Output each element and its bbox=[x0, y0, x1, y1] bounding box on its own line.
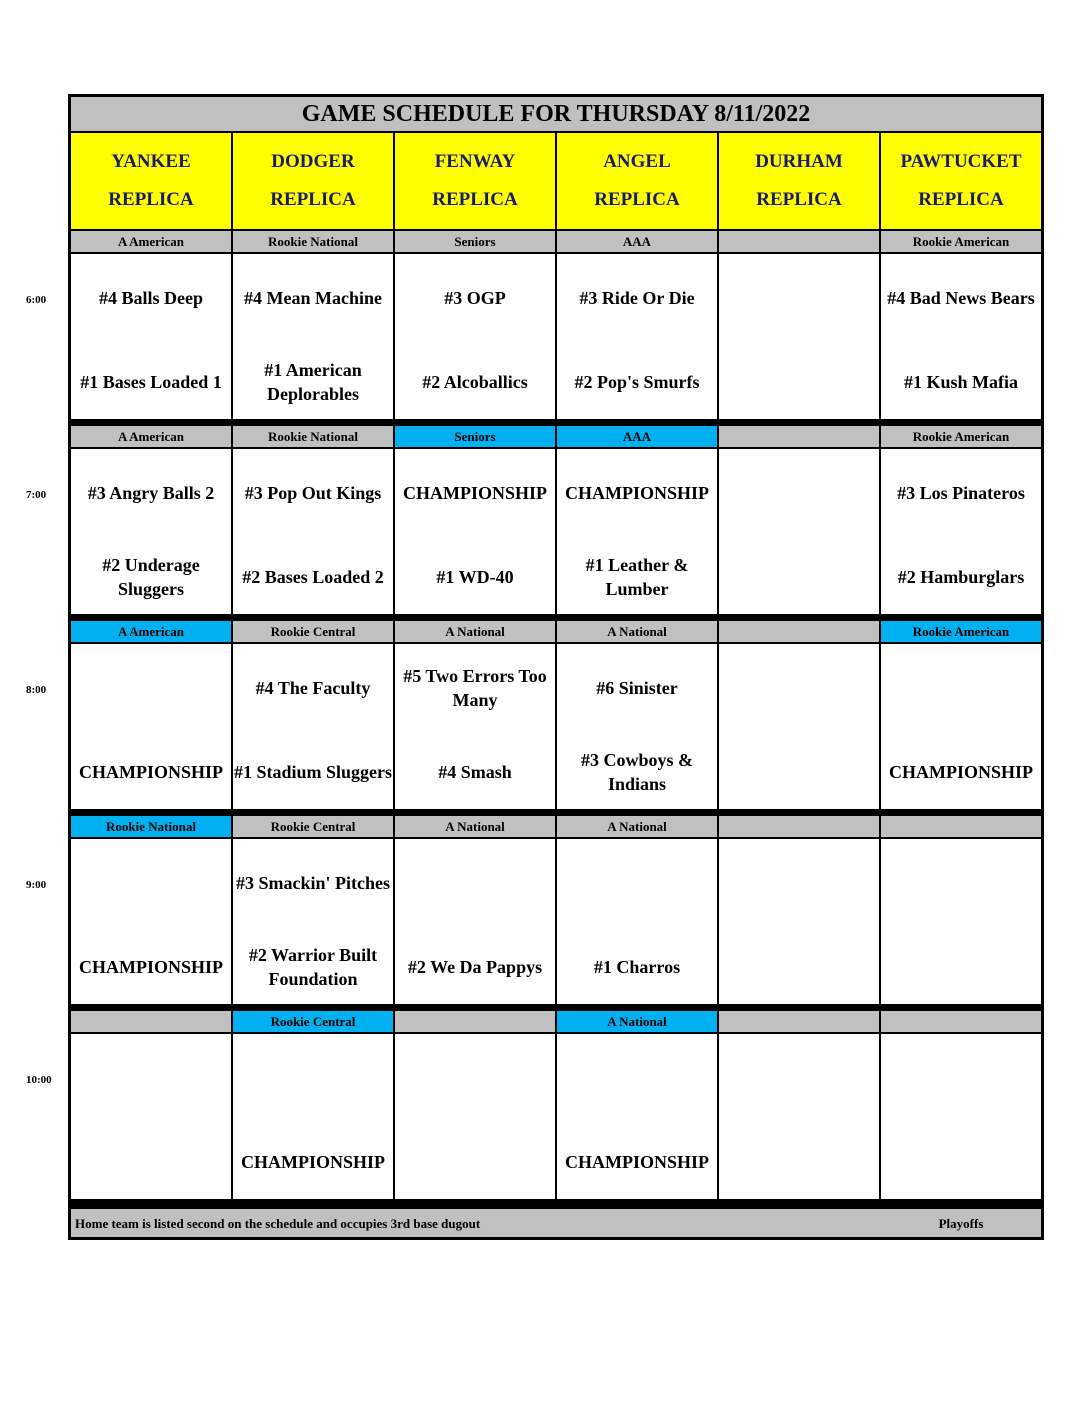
division-label: Rookie Central bbox=[233, 816, 393, 837]
away-team bbox=[719, 855, 879, 911]
venue-header bbox=[71, 133, 231, 229]
division-label bbox=[719, 621, 879, 642]
schedule-table bbox=[68, 94, 1044, 1240]
venue-header bbox=[233, 133, 393, 229]
away-team bbox=[881, 1050, 1041, 1106]
venue-header bbox=[719, 133, 879, 229]
away-team bbox=[881, 660, 1041, 716]
game-cell bbox=[233, 449, 393, 614]
division-label: A American bbox=[71, 621, 231, 642]
time-label: 10:00 bbox=[26, 1074, 52, 1086]
division-label: A American bbox=[71, 231, 231, 252]
venue-name: ANGEL bbox=[603, 151, 671, 172]
home-team bbox=[719, 354, 879, 410]
game-cell bbox=[719, 1034, 879, 1199]
venue-name: PAWTUCKET bbox=[900, 151, 1022, 172]
game-cell bbox=[557, 449, 717, 614]
game-cell bbox=[395, 1034, 555, 1199]
home-team bbox=[395, 1134, 555, 1190]
division-label: AAA bbox=[557, 426, 717, 447]
away-team: #5 Two Errors Too Many bbox=[403, 666, 547, 710]
game-cell bbox=[719, 644, 879, 809]
time-label: 8:00 bbox=[26, 684, 47, 696]
home-team: #2 We Da Pappys bbox=[407, 957, 543, 977]
division-label: Rookie National bbox=[71, 816, 231, 837]
home-team: #2 Hamburglars bbox=[897, 567, 1025, 587]
game-cell bbox=[557, 254, 717, 419]
division-label bbox=[881, 816, 1041, 837]
game-cell bbox=[557, 644, 717, 809]
playoffs-label: Playoffs bbox=[938, 1216, 984, 1231]
venue-subtitle: REPLICA bbox=[918, 189, 1004, 210]
game-cell bbox=[881, 254, 1041, 419]
game-cell bbox=[71, 644, 231, 809]
time-label: 7:00 bbox=[26, 489, 47, 501]
away-team bbox=[395, 1050, 555, 1106]
game-cell bbox=[881, 839, 1041, 1004]
time-label: 9:00 bbox=[26, 879, 47, 891]
home-team: #1 Kush Mafia bbox=[903, 372, 1018, 392]
venue-name: DURHAM bbox=[755, 151, 843, 172]
venue-header bbox=[395, 133, 555, 229]
home-team bbox=[719, 744, 879, 800]
home-team: #3 Cowboys & Indians bbox=[580, 750, 693, 794]
away-team: #6 Sinister bbox=[596, 678, 678, 698]
game-cell bbox=[395, 449, 555, 614]
home-team: #1 Leather & Lumber bbox=[585, 555, 689, 599]
home-team: CHAMPIONSHIP bbox=[79, 957, 223, 977]
game-cell bbox=[395, 839, 555, 1004]
division-label: A National bbox=[395, 621, 555, 642]
division-label: A National bbox=[557, 621, 717, 642]
home-team bbox=[719, 1134, 879, 1190]
away-team: CHAMPIONSHIP bbox=[565, 483, 709, 503]
home-team: CHAMPIONSHIP bbox=[565, 1152, 709, 1172]
home-team: CHAMPIONSHIP bbox=[241, 1152, 385, 1172]
game-cell bbox=[71, 839, 231, 1004]
away-team: #4 Mean Machine bbox=[244, 288, 382, 308]
division-label bbox=[71, 1011, 231, 1032]
game-cell bbox=[395, 644, 555, 809]
venue-subtitle: REPLICA bbox=[432, 189, 518, 210]
away-team: CHAMPIONSHIP bbox=[403, 483, 547, 503]
home-team bbox=[881, 1134, 1041, 1190]
division-label: Rookie American bbox=[881, 231, 1041, 252]
division-label: Rookie American bbox=[881, 621, 1041, 642]
division-label: A American bbox=[71, 426, 231, 447]
division-label bbox=[719, 426, 879, 447]
game-cell bbox=[557, 1034, 717, 1199]
division-label bbox=[719, 231, 879, 252]
division-label: AAA bbox=[557, 231, 717, 252]
home-team-note: Home team is listed second on the schedule and occupies 3rd base dugout bbox=[75, 1216, 481, 1231]
away-team bbox=[719, 465, 879, 521]
division-label: Rookie Central bbox=[233, 1011, 393, 1032]
game-cell bbox=[233, 1034, 393, 1199]
division-label: Seniors bbox=[395, 426, 555, 447]
away-team: #4 The Faculty bbox=[255, 678, 371, 698]
home-team bbox=[71, 1134, 231, 1190]
game-cell bbox=[233, 644, 393, 809]
game-cell bbox=[881, 449, 1041, 614]
home-team: #1 American Deplorables bbox=[264, 360, 362, 404]
home-team bbox=[719, 549, 879, 605]
away-team: #4 Bad News Bears bbox=[887, 288, 1035, 308]
game-cell bbox=[233, 254, 393, 419]
schedule-title: GAME SCHEDULE FOR THURSDAY 8/11/2022 bbox=[71, 97, 1041, 131]
home-team: #2 Pop's Smurfs bbox=[574, 372, 700, 392]
game-cell bbox=[557, 839, 717, 1004]
away-team: #3 Los Pinateros bbox=[897, 483, 1025, 503]
venue-header bbox=[881, 133, 1041, 229]
division-label bbox=[395, 1011, 555, 1032]
home-team bbox=[719, 939, 879, 995]
game-cell bbox=[719, 839, 879, 1004]
game-cell bbox=[233, 839, 393, 1004]
game-cell bbox=[395, 254, 555, 419]
away-team bbox=[719, 1050, 879, 1106]
division-label bbox=[719, 816, 879, 837]
home-team: #1 WD-40 bbox=[436, 567, 514, 587]
division-label: Rookie National bbox=[233, 426, 393, 447]
away-team bbox=[71, 660, 231, 716]
division-label: A National bbox=[395, 816, 555, 837]
away-team: #4 Balls Deep bbox=[98, 288, 203, 308]
away-team bbox=[71, 1050, 231, 1106]
game-cell bbox=[71, 1034, 231, 1199]
division-label: Rookie National bbox=[233, 231, 393, 252]
division-label: Seniors bbox=[395, 231, 555, 252]
game-cell bbox=[71, 449, 231, 614]
venue-name: DODGER bbox=[271, 151, 355, 172]
division-label bbox=[719, 1011, 879, 1032]
division-label bbox=[881, 1011, 1041, 1032]
away-team bbox=[719, 270, 879, 326]
home-team: #4 Smash bbox=[438, 762, 512, 782]
game-cell bbox=[71, 254, 231, 419]
away-team bbox=[557, 1050, 717, 1106]
away-team: #3 Smackin' Pitches bbox=[235, 873, 390, 893]
game-cell bbox=[881, 644, 1041, 809]
away-team bbox=[71, 855, 231, 911]
venue-subtitle: REPLICA bbox=[594, 189, 680, 210]
division-label: A National bbox=[557, 816, 717, 837]
home-team: #2 Underage Sluggers bbox=[102, 555, 200, 599]
home-team: #1 Stadium Sluggers bbox=[233, 762, 393, 782]
home-team: CHAMPIONSHIP bbox=[79, 762, 223, 782]
home-team: #2 Bases Loaded 2 bbox=[242, 567, 384, 587]
schedule-footer bbox=[71, 1209, 1041, 1237]
game-cell bbox=[719, 254, 879, 419]
away-team bbox=[557, 855, 717, 911]
home-team: #2 Alcoballics bbox=[422, 372, 528, 392]
away-team bbox=[719, 660, 879, 716]
away-team: #3 OGP bbox=[444, 288, 506, 308]
away-team: #3 Angry Balls 2 bbox=[87, 483, 215, 503]
venue-subtitle: REPLICA bbox=[756, 189, 842, 210]
away-team: #3 Pop Out Kings bbox=[244, 483, 382, 503]
home-team: CHAMPIONSHIP bbox=[889, 762, 1033, 782]
venue-subtitle: REPLICA bbox=[108, 189, 194, 210]
away-team bbox=[881, 855, 1041, 911]
home-team: #1 Charros bbox=[593, 957, 681, 977]
home-team bbox=[881, 939, 1041, 995]
home-team: #1 Bases Loaded 1 bbox=[80, 372, 222, 392]
division-label: A National bbox=[557, 1011, 717, 1032]
division-label: Rookie American bbox=[881, 426, 1041, 447]
venue-name: YANKEE bbox=[111, 151, 191, 172]
time-label: 6:00 bbox=[26, 294, 47, 306]
venue-subtitle: REPLICA bbox=[270, 189, 356, 210]
game-cell bbox=[719, 449, 879, 614]
home-team: #2 Warrior Built Foundation bbox=[248, 945, 378, 989]
venue-name: FENWAY bbox=[434, 151, 516, 172]
division-label: Rookie Central bbox=[233, 621, 393, 642]
venue-header bbox=[557, 133, 717, 229]
away-team bbox=[233, 1050, 393, 1106]
away-team: #3 Ride Or Die bbox=[579, 288, 695, 308]
away-team bbox=[395, 855, 555, 911]
game-cell bbox=[881, 1034, 1041, 1199]
